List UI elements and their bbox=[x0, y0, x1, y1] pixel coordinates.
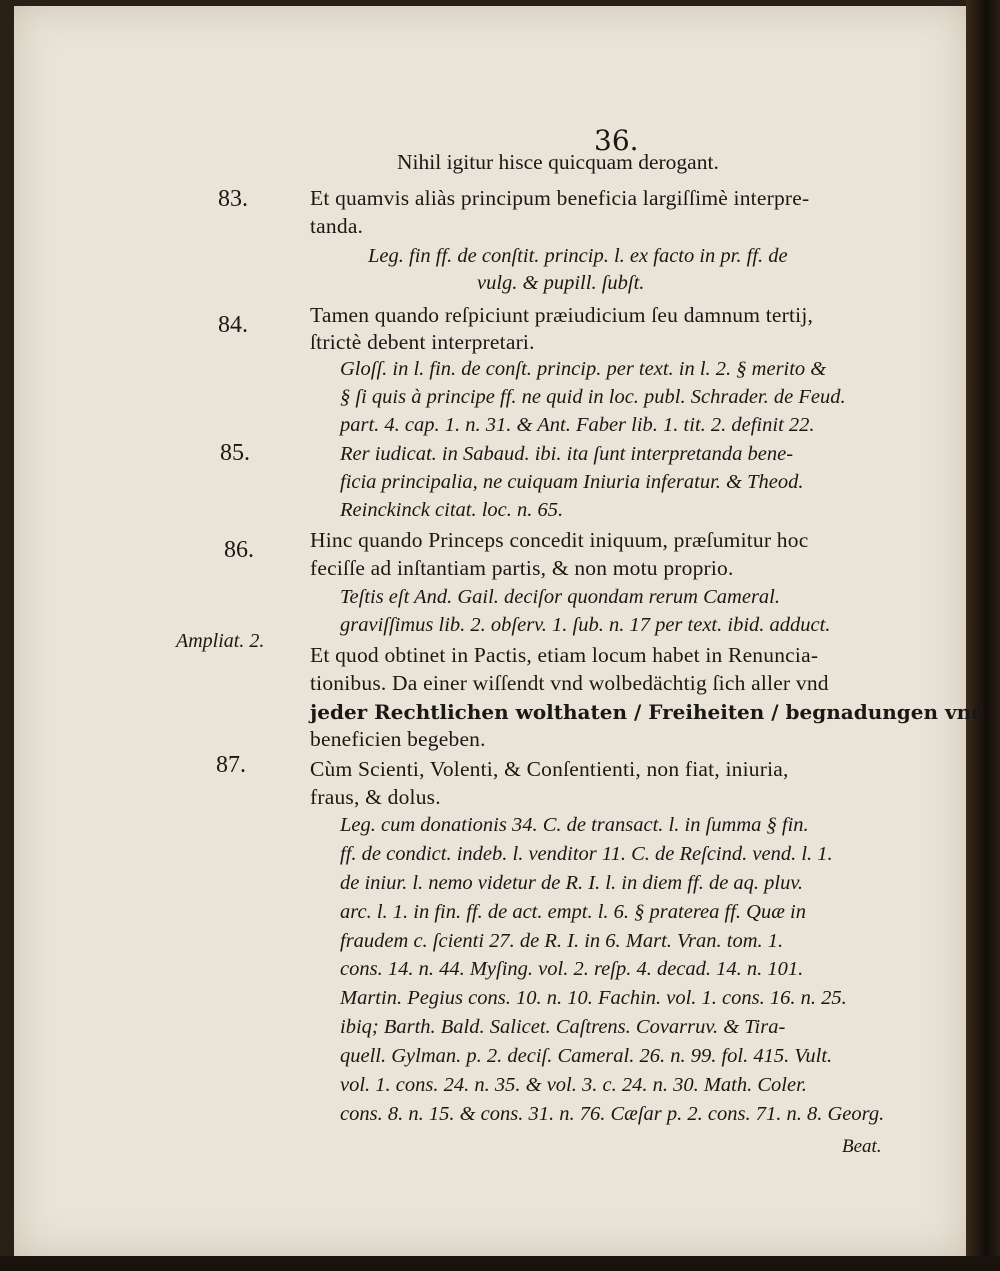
citation-line: Gloſſ. in l. fin. de conſt. princip. per text. in l. 2. § merito & bbox=[340, 358, 827, 380]
text-line: feciſſe ad inſtantiam partis, & non motu proprio. bbox=[310, 556, 734, 580]
text-line: Hinc quando Princeps concedit iniquum, præſumitur hoc bbox=[310, 528, 809, 552]
margin-note-ampliat: Ampliat. 2. bbox=[176, 630, 265, 652]
catchword: Beat. bbox=[842, 1136, 882, 1157]
citation-line: graviſſimus lib. 2. obſerv. 1. ſub. n. 17 per text. ibid. adduct. bbox=[340, 614, 831, 636]
citation-line: de iniur. l. nemo videtur de R. I. l. in diem ff. de aq. pluv. bbox=[340, 872, 804, 894]
citation-line: vulg. & pupill. ſubſt. bbox=[477, 272, 645, 294]
citation-line: cons. 8. n. 15. & cons. 31. n. 76. Cæſar p. 2. cons. 71. n. 8. Georg. bbox=[340, 1103, 885, 1125]
text-line: fraus, & dolus. bbox=[310, 785, 441, 809]
citation-line: arc. l. 1. in fin. ff. de act. empt. l. 6. § praterea ff. Quæ in bbox=[340, 901, 806, 923]
citation-line: Leg. cum donationis 34. C. de transact. l. in ſumma § fin. bbox=[340, 814, 809, 836]
text-line: ſtrictè debent interpretari. bbox=[310, 330, 535, 354]
margin-note-87: 87. bbox=[216, 752, 246, 778]
page-edge-bottom bbox=[0, 1256, 1000, 1271]
citation-line: Rer iudicat. in Sabaud. ibi. ita ſunt interpretanda bene- bbox=[340, 443, 794, 465]
citation-line: quell. Gylman. p. 2. deciſ. Cameral. 26. n. 99. fol. 415. Vult. bbox=[340, 1045, 833, 1067]
page-number: 36. bbox=[594, 124, 639, 157]
text-line: beneficien begeben. bbox=[310, 727, 486, 751]
citation-line: § ſi quis à principe ff. ne quid in loc. publ. Schrader. de Feud. bbox=[340, 386, 846, 408]
citation-line: part. 4. cap. 1. n. 31. & Ant. Faber lib. 1. tit. 2. definit 22. bbox=[340, 414, 815, 436]
margin-note-83: 83. bbox=[218, 186, 248, 212]
page-edge-right bbox=[966, 0, 1000, 1271]
citation-line: ficia principalia, ne cuiquam Iniuria inferatur. & Theod. bbox=[340, 471, 804, 493]
citation-line: vol. 1. cons. 24. n. 35. & vol. 3. c. 24. n. 30. Math. Coler. bbox=[340, 1074, 807, 1096]
citation-line: ff. de condict. indeb. l. venditor 11. C. de Reſcind. vend. l. 1. bbox=[340, 843, 833, 865]
text-line: Et quamvis aliàs principum beneficia largiſſimè interpre- bbox=[310, 186, 810, 210]
blackletter-line: jeder Rechtlichen wolthaten / Freiheiten / begnadungen vnd bbox=[310, 700, 986, 724]
margin-note-86: 86. bbox=[224, 537, 254, 563]
citation-line: Reinckinck citat. loc. n. 65. bbox=[340, 499, 564, 521]
heading: Nihil igitur hisce quicquam derogant. bbox=[397, 150, 719, 174]
citation-line: Teſtis eſt And. Gail. deciſor quondam rerum Cameral. bbox=[340, 586, 780, 608]
text-line: tanda. bbox=[310, 214, 364, 238]
text-line: Et quod obtinet in Pactis, etiam locum habet in Renuncia- bbox=[310, 643, 819, 667]
citation-line: Leg. fin ff. de conſtit. princip. l. ex facto in pr. ff. de bbox=[368, 245, 788, 267]
margin-note-85: 85. bbox=[220, 440, 250, 466]
citation-line: Martin. Pegius cons. 10. n. 10. Fachin. vol. 1. cons. 16. n. 25. bbox=[340, 987, 847, 1009]
citation-line: fraudem c. ſcienti 27. de R. I. in 6. Mart. Vran. tom. 1. bbox=[340, 930, 784, 952]
text-line: Cùm Scienti, Volenti, & Conſentienti, non fiat, iniuria, bbox=[310, 757, 789, 781]
citation-line: ibiq; Barth. Bald. Salicet. Caſtrens. Covarruv. & Tira- bbox=[340, 1016, 786, 1038]
text-line: Tamen quando reſpiciunt præiudicium ſeu damnum tertij, bbox=[310, 303, 814, 327]
citation-line: cons. 14. n. 44. Myſing. vol. 2. reſp. 4. decad. 14. n. 101. bbox=[340, 958, 804, 980]
text-line: tionibus. Da einer wiſſendt vnd wolbedächtig ſich aller vnd bbox=[310, 671, 829, 695]
margin-note-84: 84. bbox=[218, 312, 248, 338]
